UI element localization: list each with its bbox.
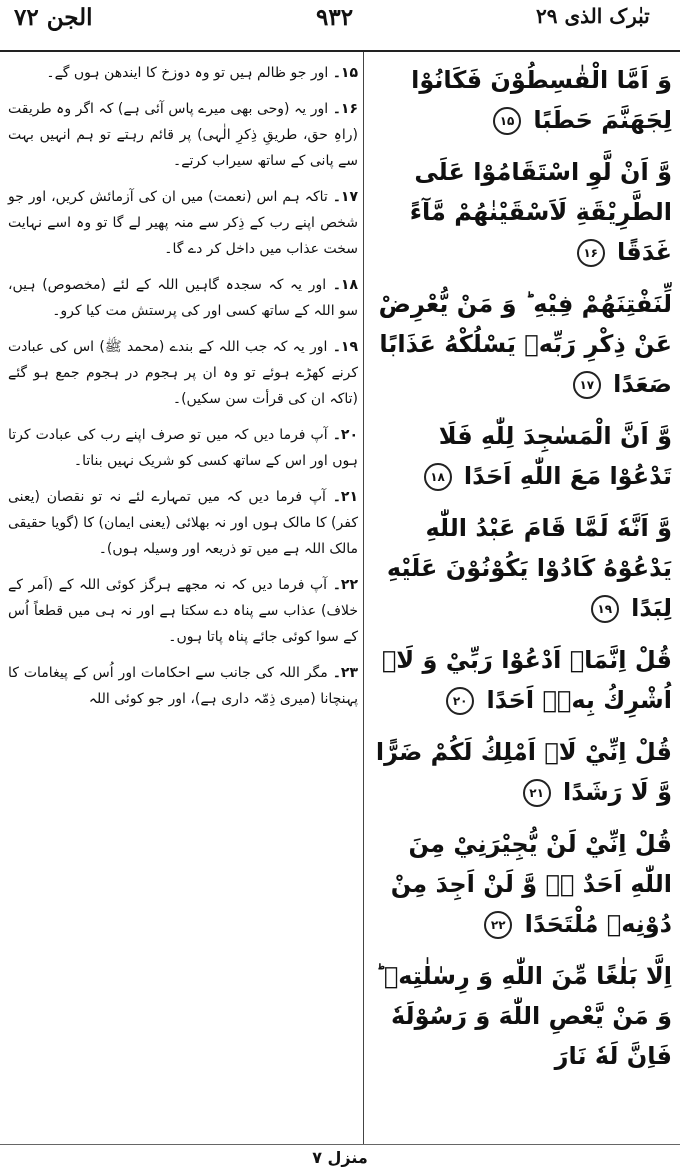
ayah-number-marker: ۱۸ [424,463,452,491]
translation-22 [8,572,358,650]
translation-number: ۱۵۔ [332,65,358,81]
translation-number: ۲۲۔ [332,577,358,593]
ayah-text: قُلْ اِنِّيْ لَاۤ اَمْلِكُ لَكُمْ ضَرًّا وَّ لَا رَشَدًا [375,738,672,806]
translation-number: ۱۸۔ [332,277,358,293]
ayah-text: اِلَّا بَلٰغًا مِّنَ اللّٰهِ وَ رِسٰلٰتِهٖ ؕ وَ مَنْ يَّعْصِ اللّٰهَ وَ رَسُوْلَهٗ فَاِنَّ لَهٗ نَارَ [375,962,672,1070]
translation-number: ۱۷۔ [332,189,358,205]
footer-divider [0,1144,680,1145]
translation-16 [8,96,358,174]
ayah-17 [374,284,672,404]
ayah-20 [374,640,672,720]
ayah-number-marker: ۱۵ [493,107,521,135]
ayah-18 [374,416,672,496]
translation-20 [8,422,358,474]
translation-18 [8,272,358,324]
ayah-text: وَّ اَنْ لَّوِ اسْتَقَامُوْا عَلَى الطَّرِيْقَةِ لَاَسْقَيْنٰهُمْ مَّآءً غَدَقًا [409,158,672,266]
translation-text: آپ فرما دیں کہ میں تو صرف اپنے رب کی عبادت کرتا ہوں اور اس کے ساتھ کسی کو شریک نہیں بناتا۔ [8,427,358,469]
arabic-column [374,60,672,1088]
ayah-text: قُلْ اِنَّمَاۤ اَدْعُوْا رَبِّيْ وَ لَاۤ اُشْرِكُ بِهٖۤ اَحَدًا [381,646,672,714]
page-header [0,0,680,44]
ayah-number-marker: ۲۲ [484,911,512,939]
translation-text: آپ فرما دیں کہ میں تمہارے لئے نہ تو نقصان (یعنی کفر) کا مالک ہوں اور نہ بھلائی (یعنی ایمان) کا (گویا حقیقی مالک اللہ ہے میں تو ذریعہ اور وسیلہ ہوں)۔ [8,489,358,557]
header-divider [0,50,680,52]
translation-number: ۲۱۔ [332,489,358,505]
translation-19 [8,334,358,412]
ayah-21 [374,732,672,812]
ayah-text: وَّ اَنَّ الْمَسٰجِدَ لِلّٰهِ فَلَا تَدْعُوْا مَعَ اللّٰهِ اَحَدًا [438,422,672,490]
translation-23 [8,660,358,712]
ayah-number-marker: ۱۷ [573,371,601,399]
translation-text: اور یہ کہ جب اللہ کے بندے (محمد ﷺ) اس کی عبادت کرنے کھڑے ہوئے تو وہ ان پر ہجوم در ہجوم جمع ہو گئے (تاکہ ان کی قرأت سن سکیں)۔ [8,339,358,407]
column-divider [363,52,364,1144]
translation-text: اور یہ (وحی بھی میرے پاس آئی ہے) کہ اگر وہ طریقت (راہِ حق، طریقِ ذِکرِ الٰہی) پر قائم رہتے تو ہم انہیں بہت سے پانی کے ساتھ سیراب کرتے۔ [8,101,358,169]
translation-15 [8,60,358,86]
translation-text: اور جو ظالم ہیں تو وہ دوزخ کا ایندھن ہوں گے۔ [46,65,329,81]
ayah-text: قُلْ اِنِّيْ لَنْ يُّجِيْرَنِيْ مِنَ اللّٰهِ اَحَدٌ ۙ۬ وَّ لَنْ اَجِدَ مِنْ دُوْنِهٖ مُلْتَحَدًا [390,830,672,938]
ayah-number-marker: ۱۹ [591,595,619,623]
ayah-text: لِّنَفْتِنَهُمْ فِيْهِ ؕ وَ مَنْ يُّعْرِضْ عَنْ ذِكْرِ رَبِّهٖ يَسْلُكْهُ عَذَابًا صَعَدًا [378,290,672,398]
juz-name: تبٰرک الذی ۲۹ [536,4,650,28]
ayah-number-marker: ۲۰ [446,687,474,715]
ayah-number-marker: ۱۶ [577,239,605,267]
ayah-22 [374,824,672,944]
ayah-19 [374,508,672,628]
translation-17 [8,184,358,262]
urdu-translation-column [8,60,358,722]
ayah-23 [374,956,672,1076]
translation-text: آپ فرما دیں کہ نہ مجھے ہرگز کوئی اللہ کے (اَمر کے خلاف) عذاب سے پناہ دے سکتا ہے اور نہ ہی میں قطعاً اُس کے سوا کوئی جائے پناہ پاتا ہوں۔ [8,577,358,645]
translation-number: ۱۹۔ [332,339,358,355]
ayah-text: وَّ اَنَّهٗ لَمَّا قَامَ عَبْدُ اللّٰهِ يَدْعُوْهُ كَادُوْا يَكُوْنُوْنَ عَلَيْهِ لِبَدًا [386,514,672,622]
translation-number: ۱۶۔ [332,101,358,117]
translation-number: ۲۳۔ [332,665,359,681]
manzil-footer: منزل ۷ [312,1148,368,1167]
translation-21 [8,484,358,562]
ayah-15 [374,60,672,140]
translation-text: اور یہ کہ سجدہ گاہیں اللہ کے لئے (مخصوص) ہیں، سو اللہ کے ساتھ کسی اور کی پرستش مت کیا کرو۔ [8,277,358,319]
translation-text: مگر اللہ کی جانب سے احکامات اور اُس کے پیغامات کا پہنچانا (میری ذِمّہ داری ہے)، اور جو کوئی اللہ [8,665,358,707]
ayah-16 [374,152,672,272]
page-number: ۹۳۲ [316,4,354,31]
translation-text: تاکہ ہم اس (نعمت) میں ان کی آزمائش کریں، اور جو شخص اپنے رب کے ذِکر سے منہ پھیر لے گا تو وہ اسے نہایت سخت عذاب میں داخل کر دے گا۔ [8,189,358,257]
translation-number: ۲۰۔ [332,427,358,443]
surah-name: الجن ۷۲ [14,4,93,31]
ayah-text: وَ اَمَّا الْقٰسِطُوْنَ فَكَانُوْا لِجَهَنَّمَ حَطَبًا [411,66,672,134]
ayah-number-marker: ۲۱ [523,779,551,807]
